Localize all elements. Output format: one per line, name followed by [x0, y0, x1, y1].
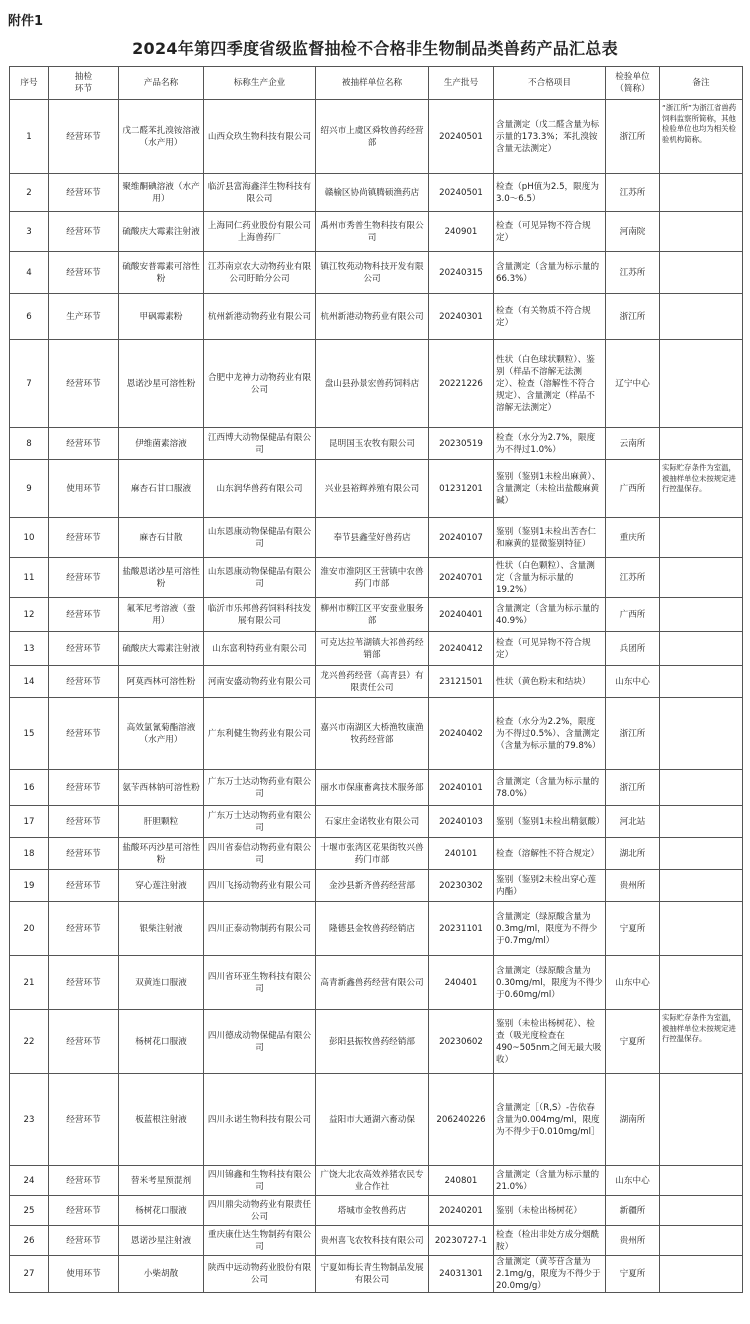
table-row — [10, 212, 743, 252]
failed-items-cell: 含量测定（含量为标示量的66.3%） — [494, 252, 606, 294]
batch-number-cell: 20240201 — [429, 1196, 494, 1226]
remarks-cell — [660, 666, 743, 698]
row-number-cell: 3 — [10, 212, 49, 252]
manufacturer-cell: 四川德成动物保健品有限公司 — [204, 1010, 316, 1074]
header-sampled: 被抽样单位名称 — [316, 67, 429, 100]
batch-number-cell: 20230302 — [429, 870, 494, 902]
manufacturer-cell: 山东润华兽药有限公司 — [204, 460, 316, 518]
product-name-cell: 硫酸庆大霉素注射液 — [119, 212, 204, 252]
remarks-cell — [660, 1256, 743, 1293]
sampling-stage-cell: 经营环节 — [49, 598, 119, 632]
sampled-unit-cell: 赣榆区协尚镇腾硕渔药店 — [316, 174, 429, 212]
remarks-cell — [660, 1226, 743, 1256]
header-note: 备注 — [660, 67, 743, 100]
testing-lab-cell: 宁夏所 — [606, 902, 660, 956]
batch-number-cell: 20231101 — [429, 902, 494, 956]
manufacturer-cell: 四川正泰动物制药有限公司 — [204, 902, 316, 956]
sampled-unit-cell: 宁夏如梅长青生物制品发展有限公司 — [316, 1256, 429, 1293]
sampling-stage-cell: 经营环节 — [49, 1166, 119, 1196]
sampled-unit-cell: 禹州市秀普生物科技有限公司 — [316, 212, 429, 252]
row-number-cell: 10 — [10, 518, 49, 558]
product-name-cell: 双黄连口服液 — [119, 956, 204, 1010]
product-name-cell: 小柴胡散 — [119, 1256, 204, 1293]
remarks-cell — [660, 806, 743, 838]
batch-number-cell: 20240402 — [429, 698, 494, 770]
product-name-cell: 麻杏石甘散 — [119, 518, 204, 558]
remarks-cell — [660, 174, 743, 212]
testing-lab-cell: 江苏所 — [606, 252, 660, 294]
manufacturer-cell: 四川鼎尖动物药业有限责任公司 — [204, 1196, 316, 1226]
product-name-cell: 穿心莲注射液 — [119, 870, 204, 902]
sampled-unit-cell: 杭州新港动物药业有限公司 — [316, 294, 429, 340]
table-row — [10, 838, 743, 870]
failed-items-cell: 检查（可见异物不符合规定） — [494, 212, 606, 252]
sampling-stage-cell: 使用环节 — [49, 1256, 119, 1293]
testing-lab-cell: 广西所 — [606, 598, 660, 632]
row-number-cell: 15 — [10, 698, 49, 770]
testing-lab-cell: 浙江所 — [606, 100, 660, 174]
testing-lab-cell: 山东中心 — [606, 956, 660, 1010]
failed-items-cell: 性状（黄色粉末和结块） — [494, 666, 606, 698]
table-row — [10, 902, 743, 956]
sampled-unit-cell: 龙兴兽药经营（高青县）有限责任公司 — [316, 666, 429, 698]
table-row — [10, 252, 743, 294]
product-name-cell: 恩诺沙星注射液 — [119, 1226, 204, 1256]
manufacturer-cell: 广东利健生物药业有限公司 — [204, 698, 316, 770]
failed-items-cell: 检查（pH值为2.5，限度为3.0～6.5） — [494, 174, 606, 212]
header-items: 不合格项目 — [494, 67, 606, 100]
sampling-stage-cell: 经营环节 — [49, 1226, 119, 1256]
remarks-cell — [660, 698, 743, 770]
row-number-cell: 22 — [10, 1010, 49, 1074]
sampled-unit-cell: 绍兴市上虞区舜牧兽药经营部 — [316, 100, 429, 174]
table-row — [10, 100, 743, 174]
batch-number-cell: 20240103 — [429, 806, 494, 838]
sampled-unit-cell: 嘉兴市南湖区大桥渔牧康渔牧药经营部 — [316, 698, 429, 770]
testing-lab-cell: 浙江所 — [606, 698, 660, 770]
manufacturer-cell: 四川省环亚生物科技有限公司 — [204, 956, 316, 1010]
sampled-unit-cell: 广饶大北农高效养猪农民专业合作社 — [316, 1166, 429, 1196]
row-number-cell: 21 — [10, 956, 49, 1010]
testing-lab-cell: 广西所 — [606, 460, 660, 518]
failed-items-cell: 鉴别（未检出杨树花） — [494, 1196, 606, 1226]
row-number-cell: 24 — [10, 1166, 49, 1196]
sampled-unit-cell: 兴业县裕辉养殖有限公司 — [316, 460, 429, 518]
header-maker: 标称生产企业 — [204, 67, 316, 100]
batch-number-cell: 240901 — [429, 212, 494, 252]
manufacturer-cell: 合肥中龙神力动物药业有限公司 — [204, 340, 316, 428]
table-row — [10, 294, 743, 340]
sampling-stage-cell: 经营环节 — [49, 558, 119, 598]
row-number-cell: 16 — [10, 770, 49, 806]
table-row — [10, 770, 743, 806]
row-number-cell: 9 — [10, 460, 49, 518]
table-row — [10, 1256, 743, 1293]
testing-lab-cell: 新疆所 — [606, 1196, 660, 1226]
table-row — [10, 632, 743, 666]
sampling-stage-cell: 经营环节 — [49, 1010, 119, 1074]
batch-number-cell: 20230602 — [429, 1010, 494, 1074]
table-row — [10, 1010, 743, 1074]
sampling-stage-cell: 经营环节 — [49, 902, 119, 956]
batch-number-cell: 240401 — [429, 956, 494, 1010]
failed-items-cell: 检查（检出非处方成分烟酰胺） — [494, 1226, 606, 1256]
row-number-cell: 27 — [10, 1256, 49, 1293]
failed-items-cell: 含量测定（含量为标示量的40.9%） — [494, 598, 606, 632]
batch-number-cell: 24031301 — [429, 1256, 494, 1293]
table-row — [10, 518, 743, 558]
page-title: 2024年第四季度省级监督抽检不合格非生物制品类兽药产品汇总表 — [132, 39, 618, 58]
testing-lab-cell: 山东中心 — [606, 666, 660, 698]
header-stage-text: 抽检 环节 — [74, 72, 93, 94]
batch-number-cell: 20240315 — [429, 252, 494, 294]
product-name-cell: 肝胆颗粒 — [119, 806, 204, 838]
failed-items-cell: 检查（溶解性不符合规定） — [494, 838, 606, 870]
product-name-cell: 杨树花口服液 — [119, 1196, 204, 1226]
table-row — [10, 666, 743, 698]
sampled-unit-cell: 奉节县鑫莹好兽药店 — [316, 518, 429, 558]
manufacturer-cell: 山东恩康动物保健品有限公司 — [204, 558, 316, 598]
remarks-cell: “浙江所”为浙江省兽药饲料监察所简称，其他检验单位也均为相关检验机构简称。 — [660, 100, 743, 174]
remarks-cell — [660, 340, 743, 428]
sampling-stage-cell: 经营环节 — [49, 1074, 119, 1166]
row-number-cell: 11 — [10, 558, 49, 598]
failed-items-cell: 含量测定（绿原酸含量为0.30mg/ml，限度为不得少于0.60mg/ml） — [494, 956, 606, 1010]
batch-number-cell: 20240401 — [429, 598, 494, 632]
batch-number-cell: 20230519 — [429, 428, 494, 460]
manufacturer-cell: 广东万士达动物药业有限公司 — [204, 806, 316, 838]
manufacturer-cell: 四川飞扬动物药业有限公司 — [204, 870, 316, 902]
manufacturer-cell: 山东富利特药业有限公司 — [204, 632, 316, 666]
sampling-stage-cell: 生产环节 — [49, 294, 119, 340]
failed-items-cell: 检查（可见异物不符合规定） — [494, 632, 606, 666]
product-name-cell: 板蓝根注射液 — [119, 1074, 204, 1166]
failed-items-cell: 鉴别（鉴别2未检出穿心莲内酯） — [494, 870, 606, 902]
row-number-cell: 12 — [10, 598, 49, 632]
product-name-cell: 聚维酮碘溶液（水产用） — [119, 174, 204, 212]
table-row — [10, 698, 743, 770]
sampled-unit-cell: 金沙县新齐兽药经营部 — [316, 870, 429, 902]
sampled-unit-cell: 丽水市保康畜禽技术服务部 — [316, 770, 429, 806]
manufacturer-cell: 广东万士达动物药业有限公司 — [204, 770, 316, 806]
batch-number-cell: 20240501 — [429, 100, 494, 174]
testing-lab-cell: 江苏所 — [606, 174, 660, 212]
product-name-cell: 氨苄西林钠可溶性粉 — [119, 770, 204, 806]
testing-lab-cell: 河南院 — [606, 212, 660, 252]
remarks-cell — [660, 252, 743, 294]
manufacturer-cell: 四川锦鑫和生物科技有限公司 — [204, 1166, 316, 1196]
remarks-cell — [660, 558, 743, 598]
header-lab-text: 检验单位 （简称） — [615, 72, 650, 94]
failed-items-cell: 鉴别（鉴别1未检出精氨酸） — [494, 806, 606, 838]
testing-lab-cell: 河北站 — [606, 806, 660, 838]
product-name-cell: 伊维菌素溶液 — [119, 428, 204, 460]
product-name-cell: 杨树花口服液 — [119, 1010, 204, 1074]
sampled-unit-cell: 彭阳县振牧兽药经销部 — [316, 1010, 429, 1074]
failed-items-cell: 性状（白色球状颗粒）、鉴别（样品不溶解无法测定）、检查（溶解性不符合规定）、含量测定（样品不溶解无法测定） — [494, 340, 606, 428]
sampling-stage-cell: 经营环节 — [49, 340, 119, 428]
sampled-unit-cell: 隆德县金牧兽药经销店 — [316, 902, 429, 956]
manufacturer-cell: 山东恩康动物保健品有限公司 — [204, 518, 316, 558]
remarks-cell — [660, 632, 743, 666]
batch-number-cell: 20240101 — [429, 770, 494, 806]
manufacturer-cell: 四川永诺生物科技有限公司 — [204, 1074, 316, 1166]
sampling-stage-cell: 经营环节 — [49, 518, 119, 558]
row-number-cell: 13 — [10, 632, 49, 666]
product-name-cell: 麻杏石甘口服液 — [119, 460, 204, 518]
table-row — [10, 1074, 743, 1166]
failed-items-cell: 检查（有关物质不符合规定） — [494, 294, 606, 340]
row-number-cell: 23 — [10, 1074, 49, 1166]
sampling-stage-cell: 使用环节 — [49, 460, 119, 518]
sampled-unit-cell: 柳州市柳江区平安蚕业服务部 — [316, 598, 429, 632]
remarks-cell — [660, 770, 743, 806]
remarks-cell — [660, 902, 743, 956]
batch-number-cell: 206240226 — [429, 1074, 494, 1166]
row-number-cell: 8 — [10, 428, 49, 460]
testing-lab-cell: 云南所 — [606, 428, 660, 460]
manufacturer-cell: 重庆康仕达生物制药有限公司 — [204, 1226, 316, 1256]
results-table — [9, 66, 743, 1293]
failed-items-cell: 鉴别（鉴别1未检出麻黄）、含量测定（未检出盐酸麻黄碱） — [494, 460, 606, 518]
product-name-cell: 高效氯氰菊酯溶液（水产用） — [119, 698, 204, 770]
remarks-cell — [660, 1196, 743, 1226]
testing-lab-cell: 浙江所 — [606, 294, 660, 340]
sampled-unit-cell: 贵州喜飞农牧科技有限公司 — [316, 1226, 429, 1256]
remarks-cell — [660, 870, 743, 902]
product-name-cell: 硫酸安普霉素可溶性粉 — [119, 252, 204, 294]
sampling-stage-cell: 经营环节 — [49, 838, 119, 870]
product-name-cell: 戊二醛苯扎溴铵溶液（水产用） — [119, 100, 204, 174]
sampled-unit-cell: 十堰市张湾区花果街牧兴兽药门市部 — [316, 838, 429, 870]
table-row — [10, 174, 743, 212]
sampling-stage-cell: 经营环节 — [49, 666, 119, 698]
batch-number-cell: 20230727-1 — [429, 1226, 494, 1256]
remarks-cell — [660, 212, 743, 252]
product-name-cell: 替米考星预混剂 — [119, 1166, 204, 1196]
manufacturer-cell: 江苏南京农大动物药业有限公司盱眙分公司 — [204, 252, 316, 294]
table-row — [10, 870, 743, 902]
remarks-cell — [660, 838, 743, 870]
remarks-cell — [660, 518, 743, 558]
product-name-cell: 银柴注射液 — [119, 902, 204, 956]
remarks-cell — [660, 1166, 743, 1196]
sampled-unit-cell: 镇江牧苑动物科技开发有限公司 — [316, 252, 429, 294]
product-name-cell: 阿莫西林可溶性粉 — [119, 666, 204, 698]
row-number-cell: 4 — [10, 252, 49, 294]
header-no: 序号 — [10, 67, 49, 100]
sampling-stage-cell: 经营环节 — [49, 174, 119, 212]
sampling-stage-cell: 经营环节 — [49, 806, 119, 838]
row-number-cell: 14 — [10, 666, 49, 698]
product-name-cell: 硫酸庆大霉素注射液 — [119, 632, 204, 666]
remarks-cell — [660, 294, 743, 340]
product-name-cell: 氟苯尼考溶液（蚕用） — [119, 598, 204, 632]
failed-items-cell: 含量测定（含量为标示量的21.0%） — [494, 1166, 606, 1196]
testing-lab-cell: 宁夏所 — [606, 1256, 660, 1293]
failed-items-cell: 含量测定［（R,S）-告依春含量为0.004mg/ml，限度为不得少于0.010mg/ml］ — [494, 1074, 606, 1166]
failed-items-cell: 含量测定（含量为标示量的78.0%） — [494, 770, 606, 806]
remarks-cell — [660, 1074, 743, 1166]
row-number-cell: 18 — [10, 838, 49, 870]
sampled-unit-cell: 高青新鑫兽药经营有限公司 — [316, 956, 429, 1010]
remarks-cell: 实际贮存条件为室温，被抽样单位未按规定进行控温保存。 — [660, 460, 743, 518]
manufacturer-cell: 河南安盛动物药业有限公司 — [204, 666, 316, 698]
manufacturer-cell: 上海同仁药业股份有限公司上海兽药厂 — [204, 212, 316, 252]
row-number-cell: 25 — [10, 1196, 49, 1226]
manufacturer-cell: 江西博大动物保健品有限公司 — [204, 428, 316, 460]
row-number-cell: 19 — [10, 870, 49, 902]
testing-lab-cell: 浙江所 — [606, 770, 660, 806]
batch-number-cell: 20221226 — [429, 340, 494, 428]
manufacturer-cell: 陕西中远动物药业股份有限公司 — [204, 1256, 316, 1293]
sampling-stage-cell: 经营环节 — [49, 770, 119, 806]
remarks-cell — [660, 598, 743, 632]
header-batch: 生产批号 — [429, 67, 494, 100]
sampling-stage-cell: 经营环节 — [49, 100, 119, 174]
row-number-cell: 20 — [10, 902, 49, 956]
batch-number-cell: 23121501 — [429, 666, 494, 698]
table-row — [10, 1226, 743, 1256]
failed-items-cell: 鉴别（鉴别1未检出苦杏仁和麻黄的显微鉴别特征） — [494, 518, 606, 558]
testing-lab-cell: 宁夏所 — [606, 1010, 660, 1074]
batch-number-cell: 240101 — [429, 838, 494, 870]
table-row — [10, 558, 743, 598]
batch-number-cell: 20240301 — [429, 294, 494, 340]
testing-lab-cell: 贵州所 — [606, 1226, 660, 1256]
failed-items-cell: 含量测定（绿原酸含量为0.3mg/ml，限度为不得少于0.7mg/ml） — [494, 902, 606, 956]
product-name-cell: 盐酸环丙沙星可溶性粉 — [119, 838, 204, 870]
sampling-stage-cell: 经营环节 — [49, 212, 119, 252]
sampling-stage-cell: 经营环节 — [49, 698, 119, 770]
testing-lab-cell: 山东中心 — [606, 1166, 660, 1196]
batch-number-cell: 01231201 — [429, 460, 494, 518]
table-row — [10, 598, 743, 632]
sampled-unit-cell: 塔城市金牧兽药店 — [316, 1196, 429, 1226]
row-number-cell: 6 — [10, 294, 49, 340]
row-number-cell: 26 — [10, 1226, 49, 1256]
testing-lab-cell: 兵团所 — [606, 632, 660, 666]
header-lab — [606, 67, 660, 100]
header-stage — [49, 67, 119, 100]
sampling-stage-cell: 经营环节 — [49, 956, 119, 1010]
sampling-stage-cell: 经营环节 — [49, 252, 119, 294]
product-name-cell: 盐酸恩诺沙星可溶性粉 — [119, 558, 204, 598]
remarks-cell — [660, 956, 743, 1010]
manufacturer-cell: 四川省泰信动物药业有限公司 — [204, 838, 316, 870]
testing-lab-cell: 湖北所 — [606, 838, 660, 870]
sampling-stage-cell: 经营环节 — [49, 632, 119, 666]
row-number-cell: 1 — [10, 100, 49, 174]
remarks-cell: 实际贮存条件为室温，被抽样单位未按规定进行控温保存。 — [660, 1010, 743, 1074]
testing-lab-cell: 辽宁中心 — [606, 340, 660, 428]
manufacturer-cell: 临沂市乐邦兽药饲料科技发展有限公司 — [204, 598, 316, 632]
sampled-unit-cell: 益阳市大通湖六畜动保 — [316, 1074, 429, 1166]
failed-items-cell: 含量测定（戊二醛含量为标示量的173.3%；苯扎溴铵含量无法测定） — [494, 100, 606, 174]
table-header-row — [10, 67, 743, 100]
row-number-cell: 2 — [10, 174, 49, 212]
sampled-unit-cell: 盘山县孙景宏兽药饲料店 — [316, 340, 429, 428]
batch-number-cell: 240801 — [429, 1166, 494, 1196]
failed-items-cell: 含量测定（黄芩苷含量为2.1mg/g，限度为不得少于20.0mg/g） — [494, 1256, 606, 1293]
batch-number-cell: 20240501 — [429, 174, 494, 212]
table-row — [10, 806, 743, 838]
remarks-cell — [660, 428, 743, 460]
sampled-unit-cell: 石家庄金诺牧业有限公司 — [316, 806, 429, 838]
sampling-stage-cell: 经营环节 — [49, 428, 119, 460]
testing-lab-cell: 江苏所 — [606, 558, 660, 598]
manufacturer-cell: 临沂县富海鑫洋生物科技有限公司 — [204, 174, 316, 212]
table-row — [10, 1166, 743, 1196]
sampling-stage-cell: 经营环节 — [49, 1196, 119, 1226]
table-row — [10, 428, 743, 460]
batch-number-cell: 20240107 — [429, 518, 494, 558]
header-product: 产品名称 — [119, 67, 204, 100]
testing-lab-cell: 贵州所 — [606, 870, 660, 902]
batch-number-cell: 20240701 — [429, 558, 494, 598]
batch-number-cell: 20240412 — [429, 632, 494, 666]
sampling-stage-cell: 经营环节 — [49, 870, 119, 902]
failed-items-cell: 性状（白色颗粒）、含量测定（含量为标示量的19.2%） — [494, 558, 606, 598]
product-name-cell: 恩诺沙星可溶性粉 — [119, 340, 204, 428]
testing-lab-cell: 重庆所 — [606, 518, 660, 558]
sampled-unit-cell: 昆明国玉农牧有限公司 — [316, 428, 429, 460]
row-number-cell: 17 — [10, 806, 49, 838]
table-row — [10, 340, 743, 428]
manufacturer-cell: 杭州新港动物药业有限公司 — [204, 294, 316, 340]
sampled-unit-cell: 可克达拉苇湖镇大祁兽药经销部 — [316, 632, 429, 666]
table-row — [10, 1196, 743, 1226]
row-number-cell: 7 — [10, 340, 49, 428]
failed-items-cell: 检查（水分为2.7%，限度为不得过1.0%） — [494, 428, 606, 460]
manufacturer-cell: 山西众玖生物科技有限公司 — [204, 100, 316, 174]
testing-lab-cell: 湖南所 — [606, 1074, 660, 1166]
table-row — [10, 460, 743, 518]
failed-items-cell: 鉴别（未检出杨树花）、检查（吸光度检查在490~505nm之间无最大吸收） — [494, 1010, 606, 1074]
table-row — [10, 956, 743, 1010]
sampled-unit-cell: 淮安市淮阴区王营镇中农兽药门市部 — [316, 558, 429, 598]
attachment-label: 附件1 — [8, 14, 44, 29]
failed-items-cell: 检查（水分为2.2%，限度为不得过0.5%）、含量测定（含量为标示量的79.8%） — [494, 698, 606, 770]
product-name-cell: 甲砜霉素粉 — [119, 294, 204, 340]
